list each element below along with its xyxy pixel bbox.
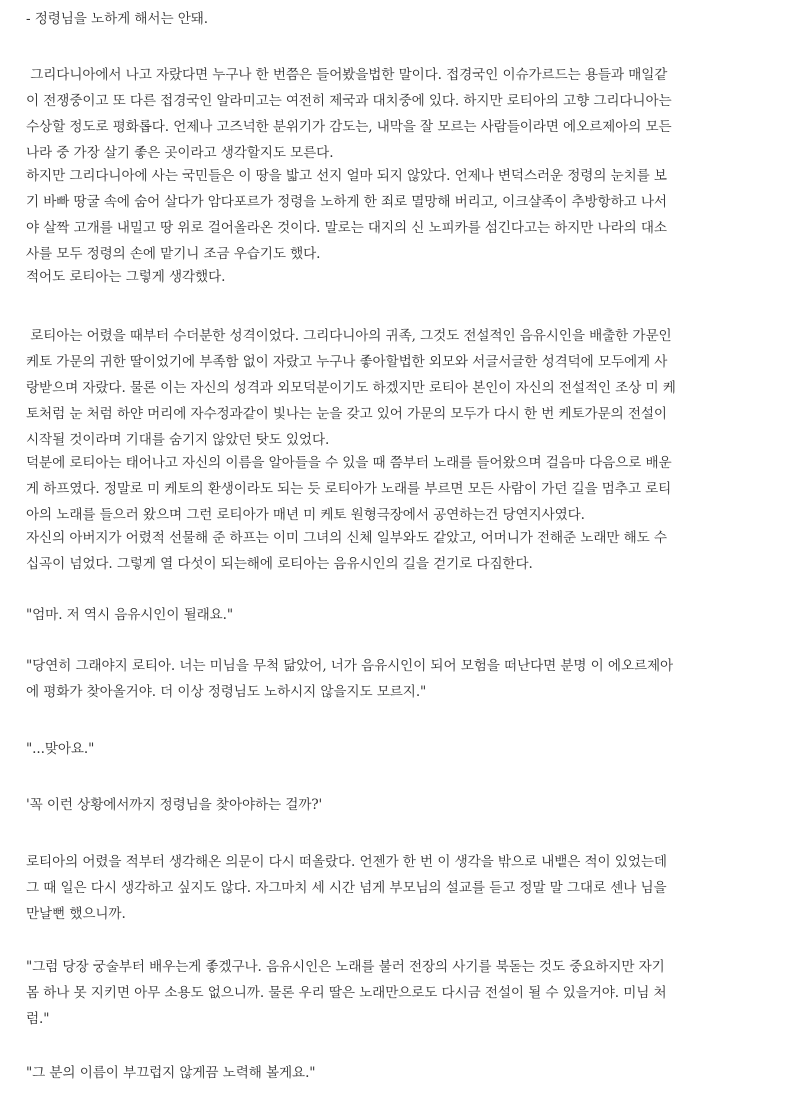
text-line: 이 전쟁중이고 또 다른 접경국인 알라미고는 여전히 제국과 대치중에 있다. 하지만 로티아의 고향 그리다니아는 [26,93,672,109]
text-line: 만날뻔 했으니까. [26,906,126,922]
text-line: 적어도 로티아는 그렇게 생각했다. [26,269,226,285]
text-line: - 정령님을 노하게 해서는 안돼. [26,11,208,27]
text-line: 덕분에 로티아는 태어나고 자신의 이름을 알아들을 수 있을 때 쯤부터 노래를 들어왔으며 걸음마 다음으로 배운 [26,455,672,471]
text-line: "그럼 당장 궁술부터 배우는게 좋겠구나. 음유시인은 노래를 불러 전장의 사기를 북돋는 것도 중요하지만 자기 [26,959,665,975]
text-line: 케토 가문의 귀한 딸이었기에 부족함 없이 자랐고 누구나 좋아할법한 외모와 서글서글한 성격덕에 모두에게 사 [26,354,668,370]
text-line: "엄마. 저 역시 음유시인이 될래요." [26,607,234,623]
text-line: 로티아의 어렸을 적부터 생각해온 의문이 다시 떠올랐다. 언젠가 한 번 이 생각을 밖으로 내뱉은 적이 있었는데 [26,854,667,870]
text-line: 나라 중 가장 살기 좋은 곳이라고 생각할지도 모른다. [26,145,334,161]
text-line: 자신의 아버지가 어렸적 선물해 준 하프는 이미 그녀의 신체 일부와도 같았고, 어머니가 전해준 노래만 해도 수 [26,530,667,546]
text-line: 아의 노래를 들으러 왔으며 그런 로티아가 매년 미 케토 원형극장에서 공연하는건 당연지사였다. [26,507,585,523]
text-line: '꼭 이런 상황에서까지 정령님을 찾아야하는 걸까?' [26,797,323,813]
text-line: 사를 모두 정령의 손에 맡기니 조금 우습기도 했다. [26,246,321,262]
text-line: 몸 하나 못 지키면 아무 소용도 없으니까. 물론 우리 딸은 노래만으로도 다시금 전설이 될 수 있을거야. 미님 처 [26,985,667,1001]
text-line: 로티아는 어렸을 때부터 수더분한 성격이었다. 그리다니아의 귀족, 그것도 전설적인 음유시인을 배출한 가문인 [26,328,672,344]
text-line: 럼." [26,1011,50,1027]
text-line: 시작될 것이라며 기대를 숨기지 않았던 탓도 있었다. [26,432,330,448]
text-line: 게 하프였다. 정말로 미 케토의 환생이라도 되는 듯 로티아가 노래를 부르면 모든 사람이 가던 길을 멈추고 로티 [26,481,672,497]
text-line: 수상할 정도로 평화롭다. 언제나 고즈넉한 분위기가 감도는, 내막을 잘 모르는 사람들이라면 에오르제아의 모든 [26,119,672,135]
text-line: 랑받으며 자랐다. 물론 이는 자신의 성격과 외모덕분이기도 하겠지만 로티아 본인이 자신의 전설적인 조상 미 케 [26,380,676,396]
text-line: "당연히 그래야지 로티아. 너는 미님을 무척 닮았어, 너가 음유시인이 되어 모험을 떠난다면 분명 이 에오르제아 [26,658,674,674]
text-line: "...맞아요." [26,741,95,757]
text-line: 에 평화가 찾아올거야. 더 이상 정령님도 노하시지 않을지도 모르지." [26,684,427,700]
text-line: 하지만 그리다니아에 사는 국민들은 이 땅을 밟고 선지 얼마 되지 않았다. 언제나 변덕스러운 정령의 눈치를 보 [26,168,667,184]
text-line: 그리다니아에서 나고 자랐다면 누구나 한 번쯤은 들어봤을법한 말이다. 접경국인 이슈가르드는 용들과 매일같 [26,67,668,83]
text-line: 야 살짝 고개를 내밀고 땅 위로 걸어올라온 것이다. 말로는 대지의 신 노피카를 섬긴다고는 하지만 나라의 대소 [26,220,667,236]
text-line: 십곡이 넘었다. 그렇게 열 다섯이 되는해에 로티아는 음유시인의 길을 걷기로 다짐한다. [26,556,533,572]
text-line: 토처럼 눈 처럼 하얀 머리에 자수정과같이 빛나는 눈을 갖고 있어 가문의 모두가 다시 한 번 케토가문의 전설이 [26,406,667,422]
text-line: 그 때 일은 다시 생각하고 싶지도 않다. 자그마치 세 시간 넘게 부모님의 설교를 듣고 정말 말 그대로 센나 님을 [26,880,667,896]
text-line: "그 분의 이름이 부끄럽지 않게끔 노력해 볼게요." [26,1065,316,1081]
text-line: 기 바빠 땅굴 속에 숨어 살다가 암다포르가 정령을 노하게 한 죄로 멸망해 버리고, 이크샬족이 추방항하고 나서 [26,194,667,210]
